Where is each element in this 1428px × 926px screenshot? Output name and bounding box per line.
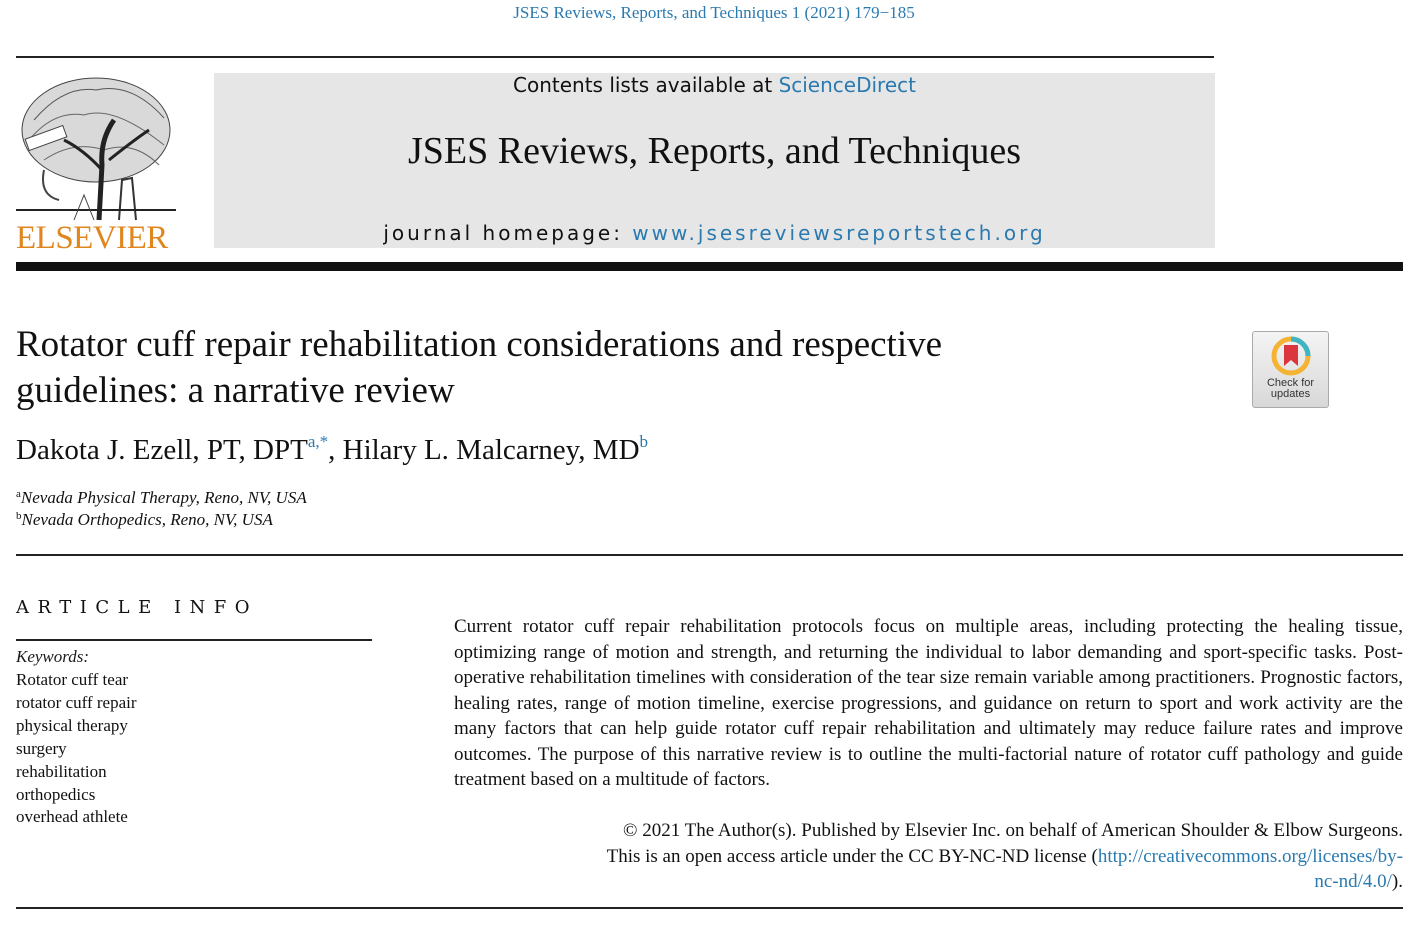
copyright-line: © 2021 The Author(s). Published by Elsevier Inc. on behalf of American Shoulder & Elbow Surgeons.	[623, 820, 1403, 841]
contents-line	[214, 73, 1215, 97]
affiliation-marker: a	[16, 488, 21, 500]
keyword: overhead athlete	[16, 807, 128, 826]
crossmark-label-line-1: Check for	[1266, 377, 1315, 389]
crossmark-icon	[1271, 336, 1311, 376]
running-head[interactable]: JSES Reviews, Reports, and Techniques 1 (2021) 179−185	[513, 3, 915, 22]
license-line-2	[454, 869, 1403, 895]
license-line	[454, 844, 1403, 870]
author-list	[16, 434, 648, 467]
keyword: rotator cuff repair	[16, 693, 137, 712]
article-info-rule	[16, 639, 372, 641]
affiliation	[16, 488, 307, 508]
copyright-block	[454, 818, 1403, 895]
journal-title[interactable]: JSES Reviews, Reports, and Techniques	[407, 130, 1022, 172]
keyword: surgery	[16, 739, 67, 758]
author-affiliation-link[interactable]: a,*	[307, 432, 329, 451]
license-link[interactable]: http://creativecommons.org/licenses/by-	[1097, 845, 1403, 867]
check-for-updates-button[interactable]	[1252, 331, 1329, 408]
crossmark-label-line-2: updates	[1270, 388, 1311, 400]
keywords-label: Keywords:	[16, 647, 90, 666]
abstract-text: Current rotator cuff repair rehabilitation protocols focus on multiple areas, including protecting the healing tissue, optimizing range of motion and strength, and returning the individual to labor demanding and sport-specific tasks. Post-operative rehabilitation timelines with consideration of the tear size remain variable among practitioners. Prognostic factors, healing rates, range of motion timeline, exercise progressions, and guidance on return to sport and work activity are the many factors that can help guide rotator cuff repair rehabilitation and ultimately may reduce failure rates and improve outcomes. The purpose of this narrative review is to outline the multi-factorial nature of rotator cuff pathology and guide treatment based on a multitude of factors.	[454, 616, 1403, 790]
keyword: physical therapy	[16, 716, 128, 735]
author-affiliation-link[interactable]: b	[639, 432, 649, 451]
keyword: orthopedics	[16, 785, 96, 804]
title-line-2: guidelines: a narrative review	[16, 370, 455, 411]
bottom-rule	[16, 907, 1403, 909]
affiliation-text: Nevada Physical Therapy, Reno, NV, USA	[20, 488, 307, 507]
crossmark-label	[1253, 378, 1328, 400]
author-name: Hilary L. Malcarney, MD	[342, 434, 640, 466]
homepage-prefix: journal homepage:	[383, 221, 633, 245]
sciencedirect-link[interactable]: ScienceDirect	[778, 73, 916, 97]
license-prefix: This is an open access article under the CC BY-NC-ND license (	[606, 845, 1098, 867]
author-name: Dakota J. Ezell, PT, DPT	[16, 434, 308, 466]
keyword: Rotator cuff tear	[16, 670, 129, 689]
thick-rule	[16, 262, 1403, 271]
keyword: rehabilitation	[16, 762, 107, 781]
journal-masthead	[214, 73, 1215, 248]
license-link-continued[interactable]: nc-nd/4.0/	[1314, 871, 1392, 892]
affiliation-text: Nevada Orthopedics, Reno, NV, USA	[21, 510, 273, 529]
author-separator: ,	[328, 434, 343, 466]
title-line-1: Rotator cuff repair rehabilitation considerations and respective	[16, 324, 943, 365]
affiliation	[16, 510, 273, 530]
contents-prefix: Contents lists available at	[513, 73, 779, 97]
homepage-link[interactable]: www.jsesreviewsreportstech.org	[632, 221, 1046, 245]
homepage-line	[214, 221, 1215, 245]
top-rule	[16, 56, 1214, 58]
section-rule	[16, 554, 1403, 556]
article-info-heading: ARTICLE INFO	[16, 597, 259, 618]
affiliation-marker: b	[16, 510, 22, 522]
article-title	[16, 322, 1166, 414]
elsevier-wordmark: ELSEVIER	[16, 220, 168, 256]
license-suffix: ).	[1391, 871, 1403, 892]
